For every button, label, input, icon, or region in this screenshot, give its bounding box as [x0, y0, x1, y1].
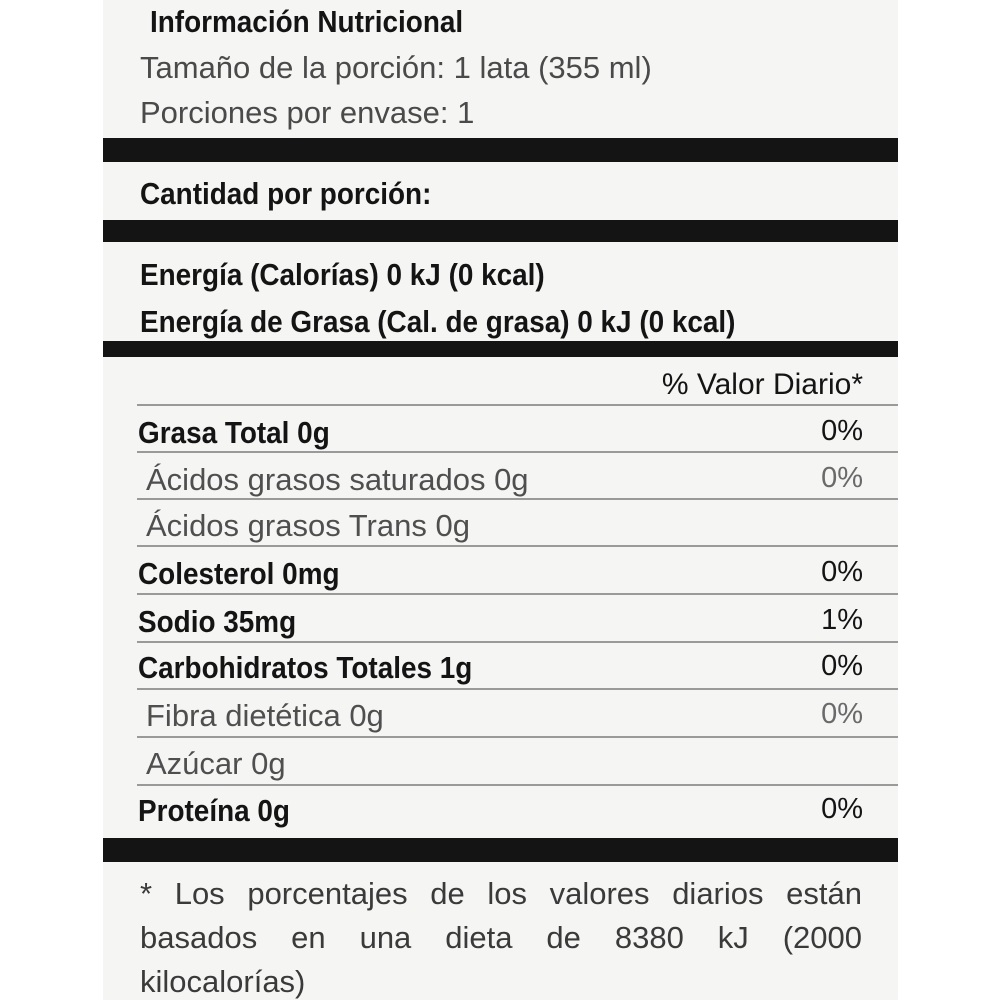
energy-calories: Energía (Calorías) 0 kJ (0 kcal) — [140, 257, 545, 292]
nutrient-cholesterol-pct: 0% — [821, 556, 863, 588]
row-divider — [137, 641, 898, 643]
label-title: Información Nutricional — [150, 4, 464, 39]
nutrient-total-fat-pct: 0% — [821, 415, 863, 447]
row-divider — [137, 498, 898, 500]
thick-divider-2 — [103, 220, 898, 242]
nutrient-dietary-fiber: Fibra dietética 0g — [146, 698, 384, 733]
row-divider — [137, 736, 898, 738]
nutrient-total-carbs: Carbohidratos Totales 1g — [138, 650, 473, 685]
footnote-line-2: basados en una dieta de 8380 kJ (2000 — [140, 920, 862, 955]
row-divider — [137, 451, 898, 453]
nutrient-sodium-pct: 1% — [821, 604, 863, 636]
nutrient-sugar: Azúcar 0g — [146, 746, 286, 781]
nutrient-cholesterol: Colesterol 0mg — [138, 556, 340, 591]
nutrient-dietary-fiber-pct: 0% — [821, 698, 863, 730]
nutrient-total-carbs-pct: 0% — [821, 650, 863, 682]
daily-value-header: % Valor Diario* — [661, 368, 863, 401]
row-divider — [137, 688, 898, 690]
serving-size: Tamaño de la porción: 1 lata (355 ml) — [140, 50, 652, 85]
nutrient-protein-pct: 0% — [821, 793, 863, 825]
amount-per-serving: Cantidad por porción: — [140, 176, 432, 211]
energy-fat-calories: Energía de Grasa (Cal. de grasa) 0 kJ (0 kcal) — [140, 304, 736, 339]
thick-divider-4 — [103, 838, 898, 862]
footnote — [140, 872, 862, 1004]
row-divider — [137, 545, 898, 547]
footnote-line-1: * Los porcentajes de los valores diarios están — [140, 876, 862, 911]
nutrient-sodium: Sodio 35mg — [138, 604, 297, 639]
thick-divider-1 — [103, 138, 898, 162]
nutrient-trans-fat: Ácidos grasos Trans 0g — [146, 508, 470, 543]
row-divider — [137, 404, 898, 406]
nutrient-total-fat: Grasa Total 0g — [138, 415, 330, 450]
row-divider — [137, 784, 898, 786]
thick-divider-3 — [103, 341, 898, 357]
nutrient-protein: Proteína 0g — [138, 793, 290, 828]
nutrient-saturated-fat: Ácidos grasos saturados 0g — [146, 462, 529, 497]
row-divider — [137, 593, 898, 595]
nutrient-saturated-fat-pct: 0% — [821, 462, 863, 494]
servings-per-container: Porciones por envase: 1 — [140, 95, 475, 130]
footnote-line-3: kilocalorías) — [140, 964, 306, 999]
